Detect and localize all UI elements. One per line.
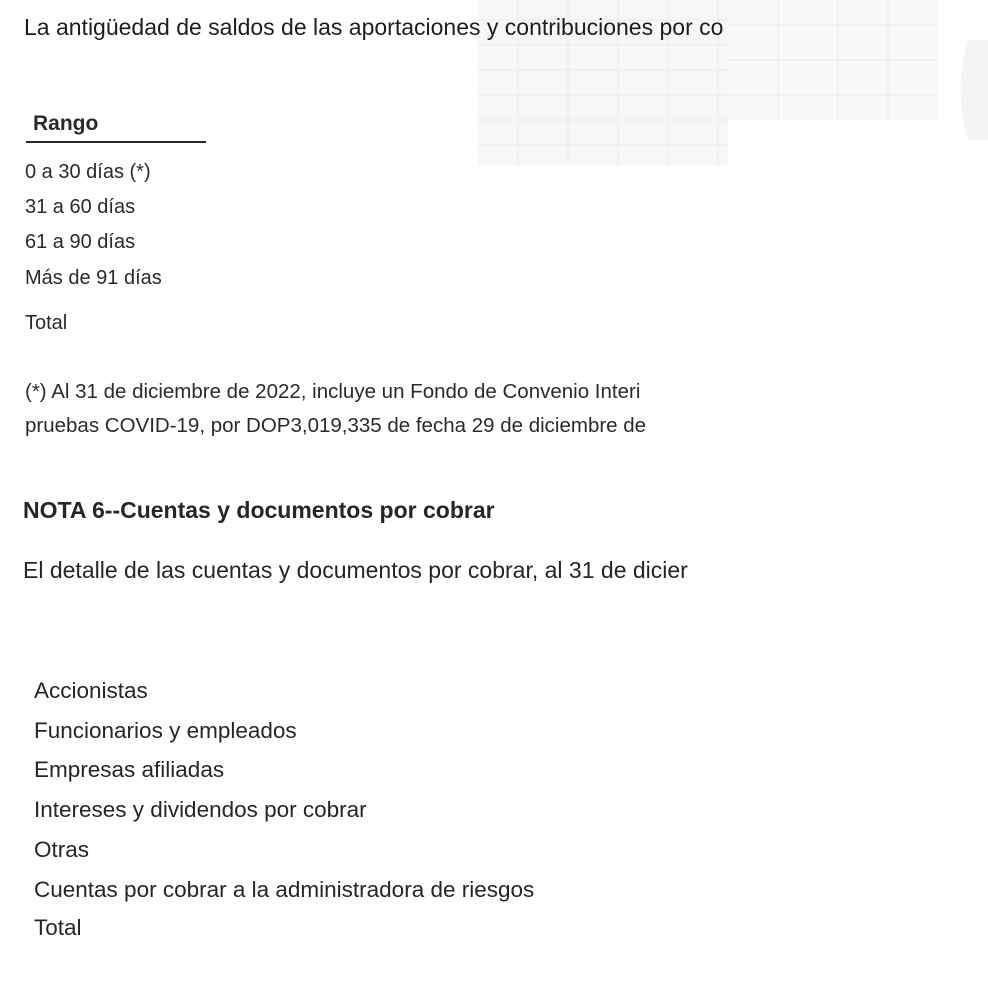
range-row: 31 a 60 días xyxy=(25,196,136,218)
range-row: 61 a 90 días xyxy=(25,231,136,253)
account-row: Empresas afiliadas xyxy=(34,757,225,782)
account-row: Funcionarios y empleados xyxy=(34,718,297,743)
range-header-underline xyxy=(26,141,206,143)
footnote-line-1: (*) Al 31 de diciembre de 2022, incluye un Fondo de Convenio Interi xyxy=(25,380,641,403)
account-row: Accionistas xyxy=(34,678,148,703)
section-heading: NOTA 6--Cuentas y documentos por cobrar xyxy=(23,497,495,523)
footnote-line-2: pruebas COVID-19, por DOP3,019,335 de fecha 29 de diciembre de xyxy=(25,414,647,437)
intro-paragraph: La antigüedad de saldos de las aportaciones y contribuciones por co xyxy=(24,14,724,40)
account-row: Otras xyxy=(34,837,90,862)
range-total-label: Total xyxy=(25,312,68,334)
account-row: Cuentas por cobrar a la administradora de riesgos xyxy=(34,877,535,902)
range-row: Más de 91 días xyxy=(25,267,162,289)
range-column-header: Rango xyxy=(33,112,99,135)
account-row: Intereses y dividendos por cobrar xyxy=(34,797,367,822)
accounts-total-label: Total xyxy=(34,915,82,940)
range-row: 0 a 30 días (*) xyxy=(25,161,151,183)
detail-paragraph: El detalle de las cuentas y documentos por cobrar, al 31 de dicier xyxy=(23,557,688,583)
